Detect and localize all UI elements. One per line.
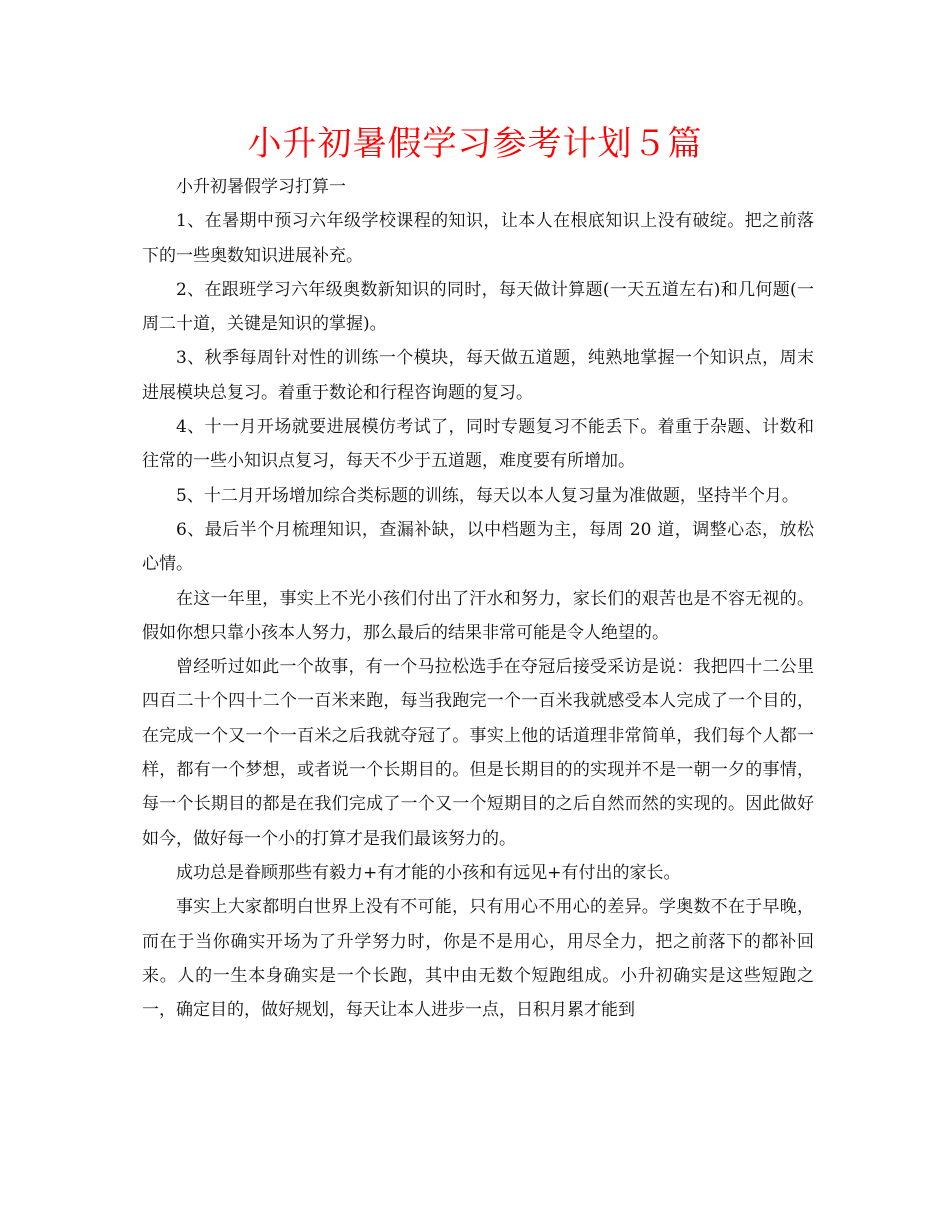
paragraph-item-1: 1、在暑期中预习六年级学校课程的知识，让本人在根底知识上没有破绽。把之前落下的一些奥数知识进展补充。 (142, 211, 814, 266)
paragraph-marathon-story: 曾经听过如此一个故事，有一个马拉松选手在夺冠后接受采访是说：我把四十二公里四百二十个四十二个一百米来跑，每当我跑完一个一百米我就感受本人完成了一个目的，在完成一个又一个一百米之后我就夺冠了。事实上他的话道理非常简单，我们每个人都一样，都有一个梦想，或者说一个长期目的。但是长期目的的实现并不是一朝一夕的事情，每一个长期目的都是在我们完成了一个又一个短期目的之后自然而然的实现的。因此做好如今，做好每一个小的打算才是我们最该努力的。 (142, 657, 814, 849)
paragraph-subtitle: 小升初暑假学习打算一 (176, 177, 346, 197)
paragraph-item-5: 5、十二月开场增加综合类标题的训练，每天以本人复习量为准做题，坚持半个月。 (176, 485, 799, 506)
paragraph-item-4: 4、十一月开场就要进展模仿考试了，同时专题复习不能丢下。着重于杂题、计数和往常的一些小知识点复习，每天不少于五道题，难度要有所增加。 (142, 417, 814, 472)
document-body (142, 170, 814, 1027)
paragraph-conclusion: 事实上大家都明白世界上没有不可能，只有用心不用心的差异。学奥数不在于早晚，而在于当你确实开场为了升学努力时，你是不是用心，用尽全力，把之前落下的都补回来。人的一生本身确实是一个长跑，其中由无数个短跑组成。小升初确实是这些短跑之一，确定目的，做好规划，每天让本人进步一点，日积月累才能到 (142, 897, 814, 1021)
paragraph-item-6: 6、最后半个月梳理知识，查漏补缺，以中档题为主，每周 20 道，调整心态，放松心情。 (142, 519, 814, 575)
paragraph-success: 成功总是眷顾那些有毅力+有才能的小孩和有远见+有付出的家长。 (176, 862, 681, 883)
document-title: 小升初暑假学习参考计划５篇 (247, 124, 703, 164)
paragraph-parents: 在这一年里，事实上不光小孩们付出了汗水和努力，家长们的艰苦也是不容无视的。假如你想只靠小孩本人努力，那么最后的结果非常可能是令人绝望的。 (142, 588, 814, 643)
paragraph-item-3: 3、秋季每周针对性的训练一个模块，每天做五道题，纯熟地掌握一个知识点，周末进展模块总复习。着重于数论和行程咨询题的复习。 (142, 348, 814, 403)
paragraph-item-2: 2、在跟班学习六年级奥数新知识的同时，每天做计算题(一天五道左右)和几何题(一周二十道，关键是知识的掌握)。 (142, 279, 814, 335)
